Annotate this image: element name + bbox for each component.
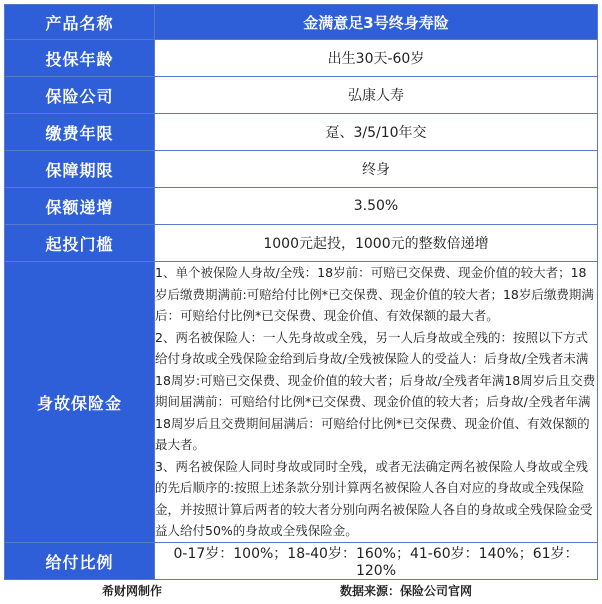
row-label-company: 保险公司 (5, 77, 155, 114)
footer (0, 574, 602, 604)
row-value-company: 弘康人寿 (155, 77, 598, 114)
table-row (5, 151, 598, 188)
row-value-age: 出生30天-60岁 (155, 40, 598, 77)
row-value-payment-term: 趸、3/5/10年交 (155, 114, 598, 151)
row-label-age: 投保年龄 (5, 40, 155, 77)
table-row (5, 262, 598, 543)
product-name: 金满意足3号终身寿险 (155, 5, 598, 40)
row-label-death-benefit: 身故保险金 (5, 262, 155, 543)
row-label-increase-rate: 保额递增 (5, 188, 155, 225)
footer-maker: 希财网制作 (102, 584, 163, 598)
header-label: 产品名称 (5, 5, 155, 40)
row-value-minimum: 1000元起投，1000元的整数倍递增 (155, 225, 598, 262)
death-benefit-paragraph-1: 1、单个被保险人身故/全残：18岁前：可赔已交保费、现金价值的较大者；18岁后缴费期满前:可赔给付比例*已交保费、现金价值的较大者；18岁后缴费期满后：可赔给付比例*已交保费、现金价值、有效保额的最大者。 (155, 265, 594, 324)
footer-source: 数据来源：保险公司官网 (340, 584, 473, 598)
product-info-table (4, 4, 598, 580)
table-row (5, 77, 598, 114)
table-row (5, 114, 598, 151)
death-benefit-description (155, 262, 598, 543)
death-benefit-paragraph-3: 3、两名被保险人同时身故或同时全残，或者无法确定两名被保险人身故或全残的先后顺序的:按照上述条款分别计算两名被保险人各自对应的身故或全残保险金，并按照计算后两者的较大者分别向两名被保险人各自的身故或全残保险金受益人给付50%的身故或全残保险金。 (155, 458, 593, 539)
table-header-row (5, 5, 598, 40)
table-row (5, 188, 598, 225)
row-value-increase-rate: 3.50% (155, 188, 598, 225)
row-label-minimum: 起投门槛 (5, 225, 155, 262)
row-label-coverage-period: 保障期限 (5, 151, 155, 188)
table-row (5, 225, 598, 262)
death-benefit-paragraph-2: 2、两名被保险人：一人先身故或全残，另一人后身故或全残的：按照以下方式给付身故或全残保险金给到后身故/全残被保险人的受益人：后身故/全残者未满18周岁:可赔已交保费、现金价值的较大者；后身故/全残者年满18周岁后且交费期间届满前：可赔给付比例*已交保费、现金价值的较大者；后身故/全残者年满18周岁后且交费期间届满后：可赔给付比例*已交保费、现金价值、有效保额的最大者。 (155, 329, 596, 453)
row-label-payout-ratio: 给付比例 (5, 543, 155, 580)
table-row (5, 40, 598, 77)
row-value-payout-ratio: 0-17岁：100%；18-40岁：160%；41-60岁：140%；61岁：120% (155, 543, 598, 580)
row-label-payment-term: 缴费年限 (5, 114, 155, 151)
row-value-coverage-period: 终身 (155, 151, 598, 188)
